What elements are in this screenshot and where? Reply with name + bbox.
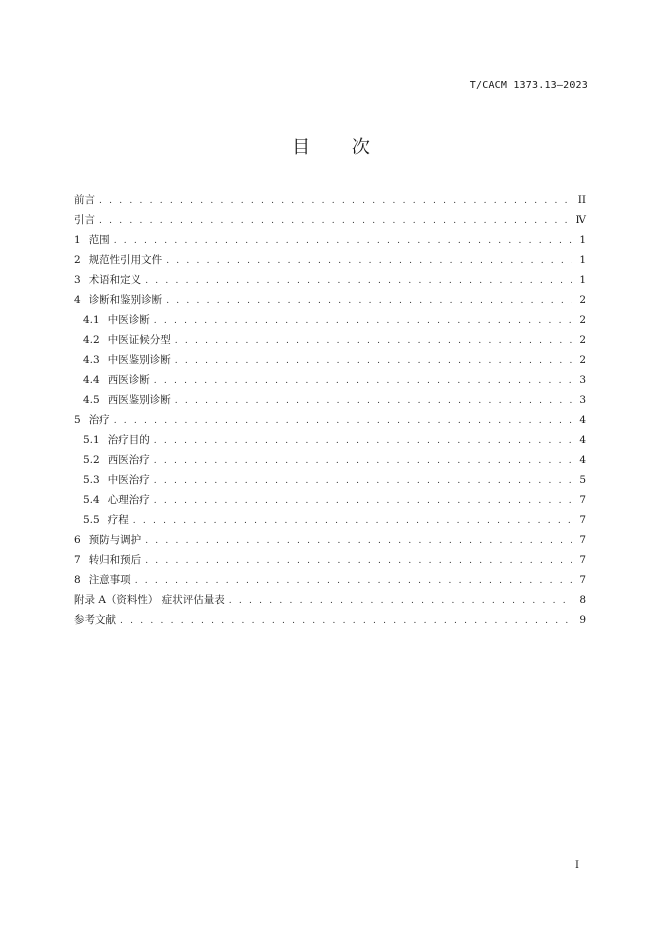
toc-entry-label: 注意事项 bbox=[88, 574, 131, 586]
toc-leader-dots bbox=[114, 231, 572, 251]
toc-entry-label: 治疗目的 bbox=[107, 434, 150, 446]
toc-entry-label: 中医诊断 bbox=[107, 314, 150, 326]
table-of-contents bbox=[74, 190, 586, 630]
toc-entry-number: 5.5 bbox=[83, 514, 100, 526]
toc-leader-dots bbox=[114, 411, 572, 431]
toc-entry-page: 8 bbox=[579, 594, 586, 606]
toc-entry-number: 4.1 bbox=[83, 314, 100, 326]
toc-entry-label: 规范性引用文件 bbox=[88, 254, 163, 266]
toc-leader-dots bbox=[166, 291, 572, 311]
toc-entry-number: 6 bbox=[74, 534, 81, 546]
toc-entry-page: 3 bbox=[579, 394, 586, 406]
toc-entry-page: 7 bbox=[579, 534, 586, 546]
toc-entry-label: 前言 bbox=[74, 194, 95, 206]
toc-entry[interactable] bbox=[74, 610, 586, 630]
toc-entry-label: 中医治疗 bbox=[107, 474, 150, 486]
toc-leader-dots bbox=[175, 331, 572, 351]
toc-leader-dots bbox=[166, 251, 572, 271]
toc-entry[interactable] bbox=[74, 330, 586, 350]
toc-entry-page: 2 bbox=[579, 334, 586, 346]
toc-entry-number: 5.3 bbox=[83, 474, 100, 486]
toc-entry-number: 5.2 bbox=[83, 454, 100, 466]
toc-entry[interactable] bbox=[74, 410, 586, 430]
toc-entry-number: 3 bbox=[74, 274, 81, 286]
toc-entry[interactable] bbox=[74, 430, 586, 450]
toc-entry-page: 7 bbox=[579, 574, 586, 586]
toc-entry-page: 3 bbox=[579, 374, 586, 386]
toc-entry-label: 西医诊断 bbox=[107, 374, 150, 386]
toc-entry-page: 7 bbox=[579, 514, 586, 526]
toc-entry[interactable] bbox=[74, 530, 586, 550]
toc-entry[interactable] bbox=[74, 510, 586, 530]
toc-entry[interactable] bbox=[74, 570, 586, 590]
toc-leader-dots bbox=[120, 611, 572, 631]
toc-entry-label: 附录 A（资料性） 症状评估量表 bbox=[74, 594, 225, 606]
toc-entry-number: 5.4 bbox=[83, 494, 100, 506]
toc-entry-page: 4 bbox=[579, 414, 586, 426]
toc-leader-dots bbox=[99, 191, 572, 211]
toc-entry[interactable] bbox=[74, 250, 586, 270]
document-code: T/CACM 1373.13—2023 bbox=[469, 80, 588, 91]
toc-leader-dots bbox=[154, 471, 572, 491]
toc-entry-page: 7 bbox=[579, 494, 586, 506]
toc-entry[interactable] bbox=[74, 230, 586, 250]
toc-leader-dots bbox=[154, 491, 572, 511]
page-number: I bbox=[575, 860, 579, 871]
toc-entry-label: 中医证候分型 bbox=[107, 334, 171, 346]
toc-entry-page: 4 bbox=[579, 434, 586, 446]
toc-entry-label: 参考文献 bbox=[74, 614, 116, 626]
toc-leader-dots bbox=[99, 211, 572, 231]
toc-entry-page: Ⅳ bbox=[575, 214, 586, 226]
toc-entry-page: 4 bbox=[579, 454, 586, 466]
toc-entry-label: 诊断和鉴别诊断 bbox=[88, 294, 163, 306]
toc-leader-dots bbox=[154, 371, 572, 391]
toc-entry[interactable] bbox=[74, 270, 586, 290]
toc-entry-label: 疗程 bbox=[107, 514, 129, 526]
toc-entry[interactable] bbox=[74, 370, 586, 390]
toc-entry-label: 预防与调护 bbox=[88, 534, 142, 546]
toc-entry-page: 2 bbox=[579, 294, 586, 306]
toc-entry[interactable] bbox=[74, 490, 586, 510]
toc-entry-number: 4.3 bbox=[83, 354, 100, 366]
toc-entry[interactable] bbox=[74, 550, 586, 570]
toc-entry-number: 5 bbox=[74, 414, 81, 426]
toc-entry-label: 治疗 bbox=[88, 414, 110, 426]
toc-entry-number: 4.2 bbox=[83, 334, 100, 346]
toc-leader-dots bbox=[175, 391, 572, 411]
toc-entry-number: 4 bbox=[74, 294, 81, 306]
toc-entry-label: 心理治疗 bbox=[107, 494, 150, 506]
toc-entry-number: 4.4 bbox=[83, 374, 100, 386]
toc-entry-label: 范围 bbox=[88, 234, 110, 246]
toc-leader-dots bbox=[229, 591, 572, 611]
toc-entry[interactable] bbox=[74, 310, 586, 330]
toc-entry[interactable] bbox=[74, 350, 586, 370]
toc-entry-label: 西医鉴别诊断 bbox=[107, 394, 171, 406]
toc-leader-dots bbox=[175, 351, 572, 371]
toc-leader-dots bbox=[133, 511, 572, 531]
toc-entry-label: 转归和预后 bbox=[88, 554, 142, 566]
toc-leader-dots bbox=[135, 571, 572, 591]
toc-entry[interactable] bbox=[74, 390, 586, 410]
toc-entry[interactable] bbox=[74, 290, 586, 310]
toc-entry-number: 1 bbox=[74, 234, 81, 246]
toc-entry-page: 1 bbox=[579, 234, 586, 246]
toc-entry-number: 7 bbox=[74, 554, 81, 566]
toc-entry-page: 1 bbox=[579, 274, 586, 286]
toc-entry-number: 4.5 bbox=[83, 394, 100, 406]
toc-entry-label: 西医治疗 bbox=[107, 454, 150, 466]
toc-title: 目 次 bbox=[292, 137, 388, 158]
toc-entry-page: II bbox=[577, 194, 586, 206]
toc-leader-dots bbox=[154, 451, 572, 471]
toc-entry-number: 5.1 bbox=[83, 434, 100, 446]
toc-entry[interactable] bbox=[74, 590, 586, 610]
toc-leader-dots bbox=[145, 271, 572, 291]
toc-entry[interactable] bbox=[74, 470, 586, 490]
toc-entry-label: 术语和定义 bbox=[88, 274, 142, 286]
toc-entry[interactable] bbox=[74, 210, 586, 230]
toc-entry-page: 2 bbox=[579, 354, 586, 366]
toc-leader-dots bbox=[145, 551, 572, 571]
toc-entry-number: 8 bbox=[74, 574, 81, 586]
toc-entry[interactable] bbox=[74, 450, 586, 470]
toc-leader-dots bbox=[154, 431, 572, 451]
toc-entry-page: 1 bbox=[579, 254, 586, 266]
toc-entry-label: 中医鉴别诊断 bbox=[107, 354, 171, 366]
toc-leader-dots bbox=[145, 531, 572, 551]
toc-entry-number: 2 bbox=[74, 254, 81, 266]
toc-entry-page: 2 bbox=[579, 314, 586, 326]
toc-entry-page: 5 bbox=[579, 474, 586, 486]
toc-entry-label: 引言 bbox=[74, 214, 95, 226]
toc-leader-dots bbox=[154, 311, 572, 331]
toc-entry-page: 9 bbox=[579, 614, 586, 626]
toc-entry-page: 7 bbox=[579, 554, 586, 566]
toc-entry[interactable] bbox=[74, 190, 586, 210]
